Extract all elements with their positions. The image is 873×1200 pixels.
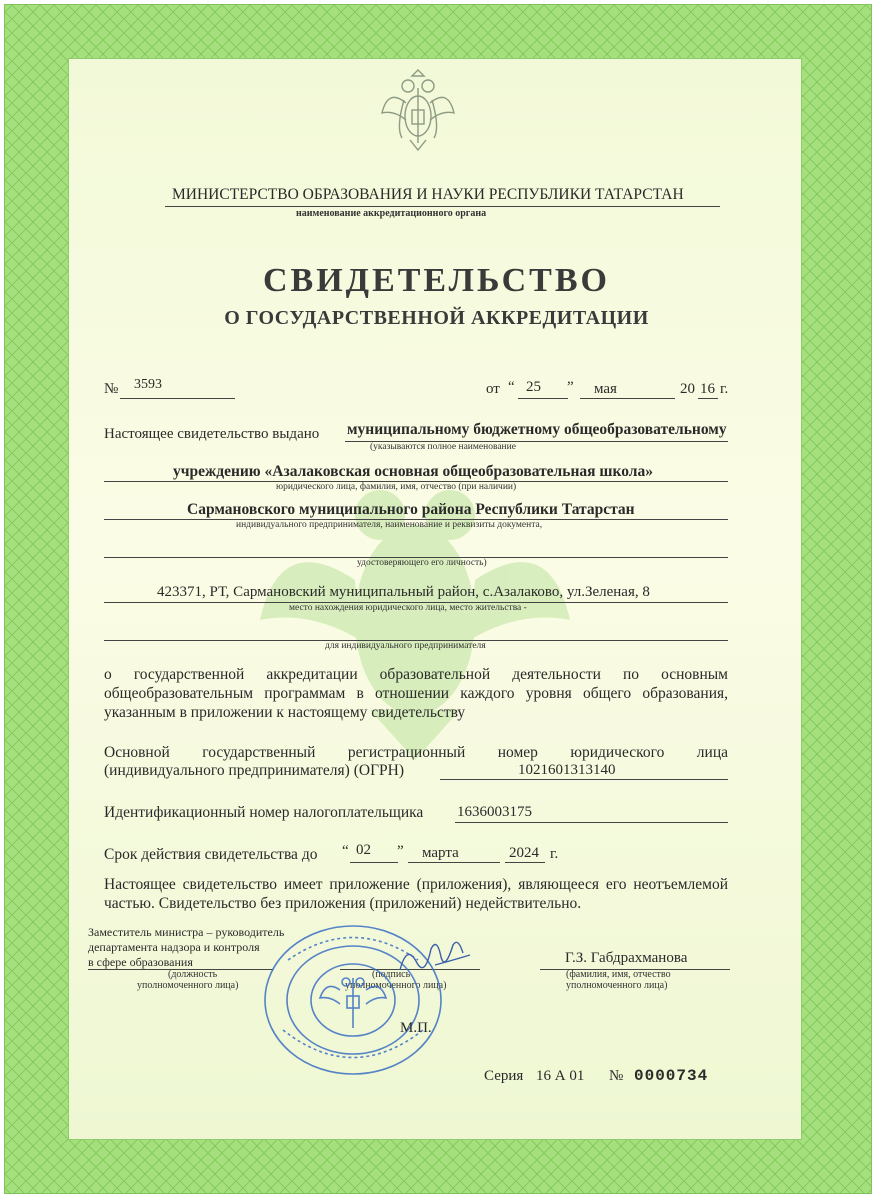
issued-caption-1: (указываются полное наименование xyxy=(370,442,516,452)
ogrn-value: 1021601313140 xyxy=(518,762,616,778)
number-label: № xyxy=(104,381,119,397)
issued-line-2: учреждению «Азалаковская основная общеобразовательная школа» xyxy=(173,463,653,480)
accreditation-text: о государственной аккредитации образовательной деятельности по основным общеобразовательным программам в отношении каждого уровня общего образования, указанным в приложении к настоящему свидетельству xyxy=(104,666,728,721)
name-caption-1: (фамилия, имя, отчество xyxy=(566,969,671,980)
date-year-underline xyxy=(698,398,718,399)
date-year-prefix: 20 xyxy=(680,381,695,397)
date-prefix: от xyxy=(486,381,500,397)
ministry-caption: наименование аккредитационного органа xyxy=(296,208,487,219)
position-caption-2: уполномоченного лица) xyxy=(137,980,239,991)
series-label: Серия xyxy=(484,1068,524,1084)
date-open-quote: “ xyxy=(508,379,515,395)
validity-month-underline xyxy=(408,862,500,863)
stamp-place: М.П. xyxy=(400,1020,432,1036)
date-close-quote: ” xyxy=(567,379,574,395)
blank-number: 0000734 xyxy=(634,1067,709,1085)
certificate-number: 3593 xyxy=(134,377,162,392)
address-caption-2: для индивидуального предпринимателя xyxy=(325,641,486,651)
inn-label: Идентификационный номер налогоплательщика xyxy=(104,804,424,821)
document-subtitle: О ГОСУДАРСТВЕННОЙ АККРЕДИТАЦИИ xyxy=(224,307,649,329)
ogrn-label-line-2: (индивидуального предпринимателя) (ОГРН) xyxy=(104,762,405,779)
signature-caption-2: уполномоченного лица) xyxy=(345,980,447,991)
date-month-underline xyxy=(580,398,675,399)
blank-number-label: № xyxy=(609,1068,624,1084)
signatory-position-2: департамента надзора и контроля xyxy=(88,940,260,954)
validity-year-underline xyxy=(505,862,545,863)
ministry-underline xyxy=(165,206,720,207)
validity-label: Срок действия свидетельства до xyxy=(104,846,318,863)
validity-day-underline xyxy=(350,862,398,863)
issued-line-1: муниципальному бюджетному общеобразовательному xyxy=(347,421,727,438)
signatory-position-3: в сфере образования xyxy=(88,955,193,969)
series-value: 16 А 01 xyxy=(536,1068,585,1084)
coat-of-arms-icon xyxy=(376,68,460,152)
signatory-name: Г.З. Габдрахманова xyxy=(565,950,688,966)
validity-close-quote: ” xyxy=(397,843,404,859)
date-day-underline xyxy=(518,398,568,399)
validity-year: 2024 xyxy=(509,845,539,861)
inn-underline xyxy=(455,822,728,823)
signature-scribble xyxy=(395,935,475,980)
date-month: мая xyxy=(594,381,617,397)
ministry-name: МИНИСТЕРСТВО ОБРАЗОВАНИЯ И НАУКИ РЕСПУБЛИКИ ТАТАРСТАН xyxy=(172,186,684,203)
name-caption-2: уполномоченного лица) xyxy=(566,980,668,991)
signature-caption-1: (подпись xyxy=(372,969,411,980)
validity-open-quote: “ xyxy=(342,843,349,859)
date-year-end: г. xyxy=(720,381,729,397)
validity-year-end: г. xyxy=(550,846,559,862)
number-underline xyxy=(120,398,235,399)
inn-value: 1636003175 xyxy=(457,804,532,820)
validity-day: 02 xyxy=(356,842,371,858)
issued-caption-4: удостоверяющего его личность) xyxy=(357,558,487,568)
address-caption-1: место нахождения юридического лица, место жительства - xyxy=(289,603,527,613)
document-title: СВИДЕТЕЛЬСТВО xyxy=(263,262,610,299)
issued-caption-2: юридического лица, фамилия, имя, отчество (при наличии) xyxy=(276,482,517,492)
ogrn-underline xyxy=(440,779,728,780)
issued-line-3: Сармановского муниципального района Республики Татарстан xyxy=(187,501,635,518)
appendix-text: Настоящее свидетельство имеет приложение (приложения), являющееся его неотъемлемой частью. Свидетельство без приложения (приложений) недействительно. xyxy=(104,876,728,912)
issued-label: Настоящее свидетельство выдано xyxy=(104,426,320,442)
validity-month: марта xyxy=(422,845,459,861)
position-caption-1: (должность xyxy=(168,969,218,980)
signatory-position-1: Заместитель министра – руководитель xyxy=(88,925,285,939)
address-value: 423371, РТ, Сармановский муниципальный район, с.Азалаково, ул.Зеленая, 8 xyxy=(157,584,650,600)
issued-caption-3: индивидуального предпринимателя, наименование и реквизиты документа, xyxy=(236,520,543,530)
ogrn-label-line-1: Основной государственный регистрационный номер юридического лица xyxy=(104,744,728,761)
date-year-suffix: 16 xyxy=(700,381,715,397)
date-day: 25 xyxy=(526,379,541,395)
